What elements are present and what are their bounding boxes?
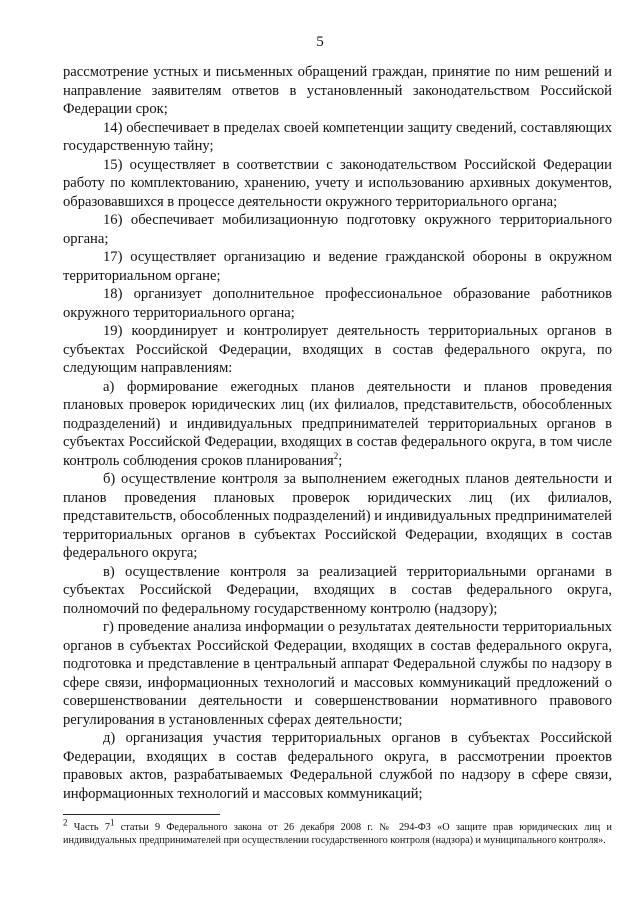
paragraph-item-14: 14) обеспечивает в пределах своей компетенции защиту сведений, составляющих государственную тайну; [63, 119, 612, 154]
subitem-v: в) осуществление контроля за реализацией территориальными органами в субъектах Российской Федерации, входящих в состав федерального округа, полномочий по федеральному государственному контролю (надзору); [63, 563, 612, 617]
body-text [63, 63, 612, 803]
subitem-b: б) осуществление контроля за выполнением ежегодных планов деятельности и планов проведения плановых проверок юридических лиц (их филиалов, представительств, обособленных подразделений) и индивидуальных предпринимателей территориальных органов в субъектах Российской Федерации, входящих в состав федерального округа; [63, 471, 612, 561]
footnote-marker: 2 [63, 817, 68, 828]
paragraph-item-18: 18) организует дополнительное профессиональное образование работников окружного территориального органа; [63, 286, 612, 321]
footnote-text-end: статьи 9 Федерального закона от 26 декабря 2008 г. № 294-ФЗ «О защите прав юридических лиц и индивидуальных предпринимателей при осуществлении государственного контроля (надзора) и муниципального контроля». [63, 822, 612, 846]
subitem-a [63, 378, 612, 471]
footnote-text-start: Часть 7 [67, 822, 110, 833]
subitem-a-tail: ; [338, 452, 343, 469]
paragraph-item-17: 17) осуществляет организацию и ведение гражданской обороны в окружном территориальном органе; [63, 249, 612, 284]
paragraph-continuation: рассмотрение устных и письменных обращений граждан, принятие по ним решений и направление заявителям ответов в установленный законодательством Российской Федерации срок; [63, 64, 612, 117]
footnote [63, 817, 612, 847]
subitem-a-text: а) формирование ежегодных планов деятельности и планов проведения плановых проверок юридических лиц (их филиалов, представительств, обособленных подразделений) и индивидуальных предпринимателей территориальных органов в субъектах Российской Федерации, входящих в состав федерального округа, в том числе контроль соблюдения сроков планирования [63, 378, 612, 469]
footnote-reference: 2 [333, 450, 339, 461]
footnote-superscript: 1 [109, 817, 115, 828]
page-number: 5 [316, 34, 324, 50]
paragraph-item-16: 16) обеспечивает мобилизационную подготовку окружного территориального органа; [63, 212, 612, 247]
subitem-d: д) организация участия территориальных органов в субъектах Российской Федерации, входящих в состав федерального округа, в рассмотрении проектов правовых актов, разрабатываемых Федеральной службой по надзору в сфере связи, информационных технологий и массовых коммуникаций; [63, 730, 612, 802]
paragraph-item-19: 19) координирует и контролирует деятельность территориальных органов в субъектах Российской Федерации, входящих в состав федерального округа, по следующим направлениям: [63, 323, 612, 376]
paragraph-item-15: 15) осуществляет в соответствии с законодательством Российской Федерации работу по комплектованию, хранению, учету и использованию архивных документов, образовавшихся в процессе деятельности окружного территориального органа; [63, 156, 612, 210]
subitem-g: г) проведение анализа информации о результатах деятельности территориальных органов в субъектах Российской Федерации, входящих в состав федерального округа, подготовка и представление в центральный аппарат Федеральной службы по надзору в сфере связи, информационных технологий и массовых коммуникаций предложений о совершенствовании деятельности и совершенствовании нормативного правового регулирования в установленных сферах деятельности; [63, 619, 612, 728]
footnote-divider [63, 814, 220, 815]
